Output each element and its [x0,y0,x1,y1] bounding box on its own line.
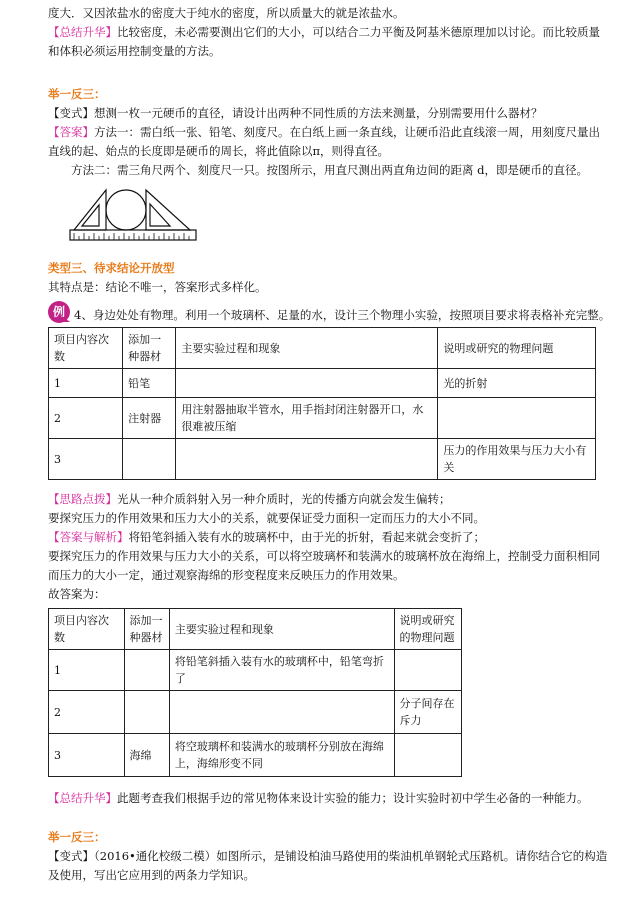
table-row [49,691,462,734]
summary2-paragraph [48,789,608,808]
analysis-text: 将铅笔斜插入装有水的玻璃杯中，由于光的折射，看起来就会变折了； [128,530,485,544]
example-question: 4、身边处处有物理。利用一个玻璃杯、足量的水，设计三个物理小实验，按照项目要求将表格补充完整。 [74,308,611,322]
table-cell [394,734,462,777]
analysis-paragraph [48,528,608,547]
table-cell [124,650,169,691]
table-cell [176,369,438,398]
table-cell: 注射器 [123,398,176,439]
table-cell: 将空玻璃杯和装满水的玻璃杯分别放在海绵上，海绵形变不同 [169,734,394,777]
table-row [49,398,596,439]
example-row [48,301,611,325]
type3-feature: 其特点是：结论不唯一，答案形式多样化。 [48,280,267,294]
table-cell: 1 [49,369,123,398]
answer-tag: 【答案】 [48,125,94,139]
answer-paragraph [48,123,608,161]
table-cell [124,691,169,734]
summary2-text: 此题考查我们根据手边的常见物体来设计实验的能力；设计实验时初中学生必备的一种能力。 [117,791,589,805]
variant2-tag: 【变式】 [48,849,94,863]
header-cell: 说明或研究的物理问题 [394,609,462,650]
table-cell: 用注射器抽取半管水，用手指封闭注射器开口，水很难被压缩 [176,398,438,439]
triangles-ruler-coin-diagram [66,186,206,246]
header-cell: 项目内容次数 [49,328,123,369]
intro-line: 度大．又因浓盐水的密度大于纯水的密度，所以质量大的就是浓盐水。 [48,6,405,20]
header-cell: 添加一种器材 [123,328,176,369]
method-two: 方法二：需三角尺两个、刻度尺一只。按图所示，用直尺测出两直角边间的距离 d，即是硬币的直径。 [71,163,589,177]
table-cell: 铅笔 [123,369,176,398]
experiment-table [48,327,596,480]
summary-paragraph [48,23,608,61]
table-cell: 压力的作用效果与压力大小有关 [438,439,596,480]
answer-table [48,608,462,777]
analysis-line-3: 故答案为： [48,587,106,601]
table-cell: 分子间存在斥力 [394,691,462,734]
header-cell: 项目内容次数 [49,609,125,650]
document-page [48,4,611,885]
table-cell [169,691,394,734]
header-cell: 添加一种器材 [124,609,169,650]
table-row [49,650,462,691]
variant2-text: （2016•通化校级二模）如图所示，是铺设柏油马路使用的柴油机单钢轮式压路机。请你结合它的构造及使用，写出它应用到的两条力学知识。 [48,849,608,882]
table-header-row [49,328,596,369]
analysis-line-2: 要探究压力的作用效果与压力大小的关系，可以将空玻璃杯和装满水的玻璃杯放在海绵上，控制受力面积相同而压力的大小一定，通过观察海绵的形变程度来反映压力的作用效果。 [48,549,600,582]
variant-text: 想测一枚一元硬币的直径，请设计出两种不同性质的方法来测量，分别需要用什么器材？ [94,106,543,120]
hint-paragraph [48,490,608,509]
header-cell: 主要实验过程和现象 [176,328,438,369]
analysis-tag: 【答案与解析】 [48,530,129,544]
hint-text: 光从一种介质斜射入另一种介质时，光的传播方向就会发生偏转； [117,492,451,506]
table-cell: 3 [49,734,125,777]
table-cell [123,439,176,480]
table-cell [176,439,438,480]
practice-heading: 举一反三： [48,87,106,101]
variant-paragraph [48,104,608,123]
hint-line-2: 要探究压力的作用效果和压力大小的关系，就要保证受力面积一定而压力的大小不同。 [48,511,485,525]
summary2-tag: 【总结升华】 [48,791,117,805]
example-badge: 例 [48,301,70,323]
table-cell: 2 [49,398,123,439]
coin-measure-figure [66,186,608,249]
table-row [49,439,596,480]
variant-tag: 【变式】 [48,106,94,120]
table-cell [394,650,462,691]
table-cell: 3 [49,439,123,480]
summary-text: 比较密度，未必需要测出它们的大小，可以结合二力平衡及阿基米德原理加以讨论。而比较质量和体积必须运用控制变量的方法。 [48,25,600,58]
summary-tag: 【总结升华】 [48,25,117,39]
header-cell: 主要实验过程和现象 [169,609,394,650]
table-row [49,734,462,777]
table-row [49,369,596,398]
table-header-row [49,609,462,650]
table-cell: 光的折射 [438,369,596,398]
hint-tag: 【思路点拨】 [48,492,117,506]
variant2-paragraph [48,847,608,885]
type3-heading: 类型三、待求结论开放型 [48,261,175,275]
table-cell: 将铅笔斜插入装有水的玻璃杯中，铅笔弯折了 [169,650,394,691]
header-cell: 说明或研究的物理问题 [438,328,596,369]
practice2-heading: 举一反三： [48,830,106,844]
table-cell: 2 [49,691,125,734]
table-cell: 海绵 [124,734,169,777]
table-cell: 1 [49,650,125,691]
table-cell [438,398,596,439]
answer-text: 方法一：需白纸一张、铅笔、刻度尺。在白纸上画一条直线，让硬币沿此直线滚一周，用刻度尺量出直线的起、始点的长度即是硬币的周长，将此值除以π，则得直径。 [48,125,600,158]
